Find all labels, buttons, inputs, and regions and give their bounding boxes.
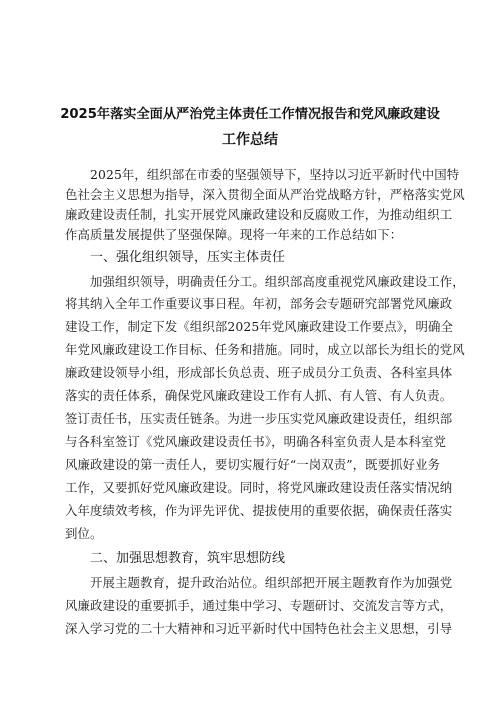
section-1-line-11: 入年度绩效考核，作为评先评优、提拔使用的重要依据，确保责任落实 — [65, 503, 453, 518]
intro-line-4: 作高质量发展提供了坚强保障。现将一年来的工作总结如下： — [65, 227, 403, 242]
intro-line-3: 廉政建设责任制，扎实开展党风廉政建设和反腐败工作，为推动组织工 — [65, 207, 453, 222]
section-2-line-2: 风廉政建设的重要抓手，通过集中学习、专题研讨、交流发言等方式， — [65, 598, 453, 613]
section-1-line-1: 加强组织领导，明确责任分工。组织部高度重视党风廉政建设工作， — [90, 274, 465, 289]
section-1-line-3: 建设工作，制定下发《组织部2025年党风廉政建设工作要点》，明确全 — [65, 319, 453, 334]
section-1-heading: 一、强化组织领导，压实主体责任 — [90, 250, 286, 265]
section-2-line-1: 开展主题教育，提升政治站位。组织部把开展主题教育作为加强党 — [90, 575, 453, 590]
section-1-line-12: 到位。 — [65, 526, 103, 541]
section-2-line-3: 深入学习党的二十大精神和习近平新时代中国特色社会主义思想，引导 — [65, 621, 453, 636]
document-title-line-1: 2025年落实全面从严治党主体责任工作情况报告和党风廉政建设 — [60, 107, 440, 122]
intro-line-1: 2025年，组织部在市委的坚强领导下，坚持以习近平新时代中国特 — [90, 167, 460, 182]
section-1-line-5: 廉政建设领导小组，形成部长负总责、班子成员分工负责、各科室具体 — [65, 365, 453, 380]
section-1-line-9: 风廉政建设的第一责任人，要切实履行好“一岗双责”，既要抓好业务 — [65, 457, 441, 472]
section-1-line-10: 工作，又要抓好党风廉政建设。同时，将党风廉政建设责任落实情况纳 — [65, 480, 453, 495]
section-1-line-2: 将其纳入全年工作重要议事日程。年初，部务会专题研究部署党风廉政 — [65, 296, 453, 311]
section-1-line-7: 签订责任书，压实责任链条。为进一步压实党风廉政建设责任，组织部 — [65, 411, 453, 426]
document-title-line-2: 工作总结 — [222, 132, 278, 148]
section-2-heading: 二、加强思想教育，筑牢思想防线 — [90, 551, 286, 566]
section-1-line-4: 年党风廉政建设工作目标、任务和措施。同时，成立以部长为组长的党风 — [65, 342, 465, 357]
intro-line-2: 色社会主义思想为指导，深入贯彻全面从严治党战略方针，严格落实党风 — [65, 187, 465, 202]
section-1-line-8: 与各科室签订《党风廉政建设责任书》，明确各科室负责人是本科室党 — [65, 434, 447, 449]
section-1-line-6: 落实的责任体系，确保党风廉政建设工作有人抓、有人管、有人负责。 — [65, 388, 453, 403]
